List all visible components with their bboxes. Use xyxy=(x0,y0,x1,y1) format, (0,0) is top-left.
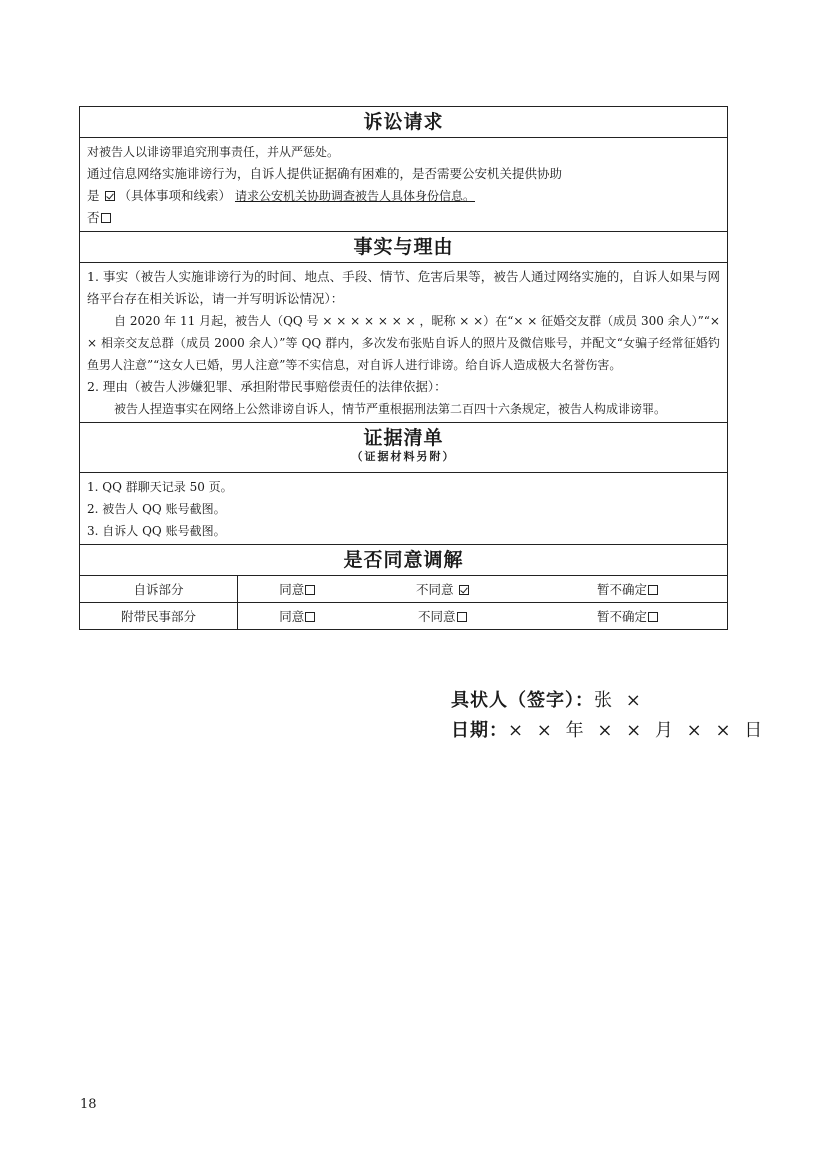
evidence-title-block xyxy=(80,423,727,473)
date-line xyxy=(451,716,766,742)
facts-title: 事实与理由 xyxy=(80,232,727,263)
undecided-label: 暂不确定 xyxy=(596,582,647,597)
disagree-label: 不同意 xyxy=(418,609,456,624)
agree-label: 同意 xyxy=(279,609,305,624)
reason-heading: 2. 理由（被告人涉嫌犯罪、承担附带民事赔偿责任的法律依据）： xyxy=(87,379,447,394)
undecided-label: 暂不确定 xyxy=(596,609,647,624)
complaint-form xyxy=(79,106,728,630)
undecided-option xyxy=(528,576,727,603)
assist-yes-note: （具体事项和线索） xyxy=(118,188,231,203)
disagree-label: 不同意 xyxy=(416,582,454,597)
facts-body xyxy=(80,263,727,423)
mediation-row-private xyxy=(80,576,727,603)
disagree-option xyxy=(357,603,528,630)
undecided-checkbox[interactable] xyxy=(648,612,658,622)
evidence-list xyxy=(80,473,727,545)
assist-yes-checkbox[interactable] xyxy=(105,191,115,201)
signature-label: 具状人（签字）： xyxy=(451,690,594,711)
disagree-checkbox[interactable] xyxy=(459,585,469,595)
reason-text: 被告人捏造事实在网络上公然诽谤自诉人，情节严重根据刑法第二百四十六条规定，被告人构成诽谤罪。 xyxy=(114,402,667,416)
fact-text: 自 2020 年 11 月起，被告人（QQ 号 × × × × × × × ，昵称 × ×）在“× × 征婚交友群（成员 300 余人）”“× × 相亲交友总群（成员 2000 余人）”等 QQ 群内，多次发布张贴自诉人的照片及微信账号，并配文“女骗子经常征婚钓鱼男人注意”“这女人已婚，男人注意”等不实信息，对自诉人进行诽谤。给自诉人造成极大名誉伤害。 xyxy=(87,314,720,372)
assist-no-option xyxy=(87,207,720,229)
agree-label: 同意 xyxy=(279,582,305,597)
disagree-checkbox[interactable] xyxy=(457,612,467,622)
evidence-item: 1. QQ 群聊天记录 50 页。 xyxy=(87,480,233,494)
signature-name: 张 × xyxy=(594,690,645,711)
page-number: 18 xyxy=(80,1097,97,1112)
date-value: × × 年 × × 月 × × 日 xyxy=(508,720,767,741)
evidence-subtitle: （证据材料另附） xyxy=(351,450,456,463)
signature-line xyxy=(451,686,645,712)
assist-yes-text: 请求公安机关协助调查被告人具体身份信息。 xyxy=(234,189,475,203)
mediation-title: 是否同意调解 xyxy=(80,545,727,576)
assist-no-checkbox[interactable] xyxy=(101,213,111,223)
fact-heading: 1. 事实（被告人实施诽谤行为的时间、地点、手段、情节、危害后果等，被告人通过网络实施的，自诉人如果与网络平台存在相关诉讼，请一并写明诉讼情况）： xyxy=(87,269,720,306)
evidence-title: 证据清单 xyxy=(363,427,444,449)
claims-line-2: 通过信息网络实施诽谤行为，自诉人提供证据确有困难的，是否需要公安机关提供协助 xyxy=(87,166,563,181)
claims-title: 诉讼请求 xyxy=(80,107,727,138)
date-label: 日期： xyxy=(451,720,508,741)
evidence-item: 3. 自诉人 QQ 账号截图。 xyxy=(87,524,226,538)
disagree-option xyxy=(357,576,528,603)
agree-checkbox[interactable] xyxy=(305,585,315,595)
claims-line-1: 对被告人以诽谤罪追究刑事责任，并从严惩处。 xyxy=(87,145,340,159)
mediation-row-label: 自诉部分 xyxy=(80,576,238,603)
agree-checkbox[interactable] xyxy=(305,612,315,622)
assist-no-label: 否 xyxy=(87,210,100,225)
assist-yes-option xyxy=(87,185,720,207)
mediation-row-label: 附带民事部分 xyxy=(80,603,238,630)
mediation-row-civil xyxy=(80,603,727,630)
agree-option xyxy=(238,576,357,603)
undecided-checkbox[interactable] xyxy=(648,585,658,595)
undecided-option xyxy=(528,603,727,630)
claims-body xyxy=(80,138,727,232)
evidence-item: 2. 被告人 QQ 账号截图。 xyxy=(87,502,226,516)
mediation-table xyxy=(80,576,727,629)
assist-yes-label: 是 xyxy=(87,188,100,203)
agree-option xyxy=(238,603,357,630)
